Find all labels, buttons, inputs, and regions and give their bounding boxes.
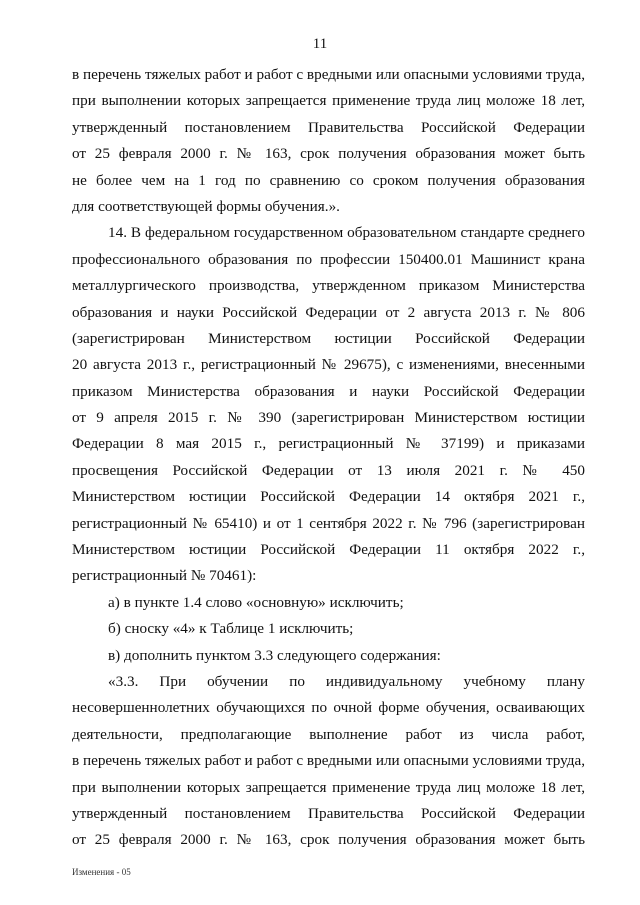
text-line: несовершеннолетних обучающихся по очной форме обучения, осваивающих — [72, 699, 585, 717]
text-line: в перечень тяжелых работ и работ с вредными или опасными условиями труда, — [72, 752, 585, 770]
text-line: Федерации 8 мая 2015 г., регистрационный № 37199) и приказами — [72, 435, 585, 453]
text-line: б) сноску «4» к Таблице 1 исключить; — [108, 620, 354, 638]
page-footer: Изменения - 05 — [72, 867, 131, 877]
text-line: регистрационный № 65410) и от 1 сентября 2022 г. № 796 (зарегистрирован — [72, 514, 585, 532]
text-line: деятельности, предполагающие выполнение работ из числа работ, — [72, 725, 585, 743]
text-line: утвержденный постановлением Правительства Российской Федерации — [72, 118, 585, 136]
text-line: в) дополнить пунктом 3.3 следующего содержания: — [108, 646, 441, 664]
text-line: 20 августа 2013 г., регистрационный № 29675), с изменениями, внесенными — [72, 356, 585, 374]
text-line: 14. В федеральном государственном образовательном стандарте среднего — [108, 224, 585, 242]
text-line: а) в пункте 1.4 слово «основную» исключить; — [108, 593, 404, 611]
text-line: от 9 апреля 2015 г. № 390 (зарегистрирован Министерством юстиции — [72, 409, 585, 427]
text-line: регистрационный № 70461): — [72, 567, 257, 585]
text-line: утвержденный постановлением Правительства Российской Федерации — [72, 804, 585, 822]
text-line: при выполнении которых запрещается применение труда лиц моложе 18 лет, — [72, 778, 585, 796]
text-line: Министерством юстиции Российской Федерации 14 октября 2021 г., — [72, 488, 585, 506]
document-body — [72, 62, 585, 854]
text-line: образования и науки Российской Федерации от 2 августа 2013 г. № 806 — [72, 303, 585, 321]
page-number: 11 — [312, 36, 328, 52]
text-line: от 25 февраля 2000 г. № 163, срок получения образования может быть — [72, 831, 585, 849]
text-line: для соответствующей формы обучения.». — [72, 197, 340, 215]
text-line: «3.3. При обучении по индивидуальному учебному плану — [108, 672, 585, 690]
text-line: не более чем на 1 год по сравнению со сроком получения образования — [72, 171, 585, 189]
text-line: в перечень тяжелых работ и работ с вредными или опасными условиями труда, — [72, 66, 585, 83]
text-line: просвещения Российской Федерации от 13 июля 2021 г. № 450 — [72, 461, 585, 479]
text-line: (зарегистрирован Министерством юстиции Российской Федерации — [72, 329, 585, 347]
text-line: приказом Министерства образования и науки Российской Федерации — [72, 382, 585, 400]
text-line: при выполнении которых запрещается применение труда лиц моложе 18 лет, — [72, 92, 585, 110]
text-line: Министерством юстиции Российской Федерации 11 октября 2022 г., — [72, 541, 585, 559]
text-line: профессионального образования по профессии 150400.01 Машинист крана — [72, 250, 585, 268]
text-line: от 25 февраля 2000 г. № 163, срок получения образования может быть — [72, 145, 585, 163]
text-line: металлургического производства, утвержденном приказом Министерства — [72, 277, 585, 295]
